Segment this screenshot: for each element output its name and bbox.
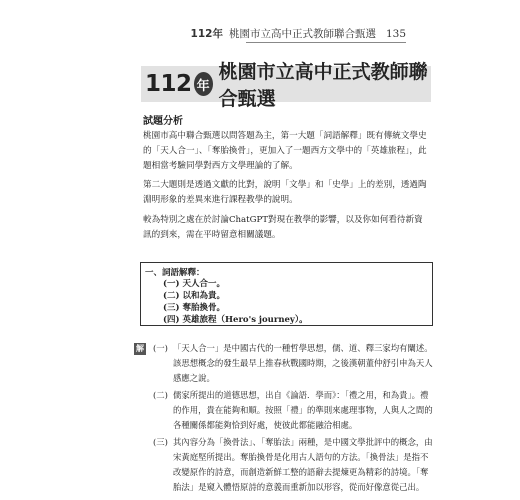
header-rule xyxy=(246,42,406,43)
chapter-year: 112 xyxy=(145,71,192,97)
answer-item-text: 其內容分為「換骨法」、「奪胎法」兩種，是中國文學批評中的概念，由宋黃庭堅所提出。奪胎換骨是化用古人語句的方法。「換骨法」是指不改變原作的詩意，而創造新鮮工整的語辭去提煉更為精彩的詩境。「奪胎法」是窺入體悟原詩的意義而重新加以形容，從而好像意從己出。 xyxy=(173,437,433,492)
year-badge: 年 xyxy=(194,72,213,96)
answer-badge: 解 xyxy=(136,344,144,353)
running-header xyxy=(190,26,406,41)
question-box xyxy=(140,262,433,326)
running-header-year: 112年 xyxy=(190,28,223,40)
answer-item xyxy=(153,435,433,497)
answer-item-label: (二) xyxy=(153,390,168,400)
question-item: (一) 天人合一。 xyxy=(163,279,226,289)
question-item: (四) 英雄旅程（Hero's journey）。 xyxy=(163,315,308,325)
answer-item-label: (一) xyxy=(153,343,168,353)
analysis-paragraph: 桃園市高中聯合甄選以問答題為主，第一大題「詞語解釋」既有傳統文學史的「天人合一」、「奪胎換骨」，更加入了一題西方文學中的「英雄旅程」，此題相當考驗同學對西方文學理論的了解。 xyxy=(143,131,427,171)
question-item: (二) 以和為貴。 xyxy=(163,291,226,301)
analysis-paragraph: 第二大題則是透過文獻的比對，說明「文學」和「史學」上的差別，透過陶淵明形象的差異來進行課程教學的說明。 xyxy=(143,180,427,205)
question-heading: 一、詞語解釋： xyxy=(145,268,205,278)
chapter-title: 桃園市立高中正式教師聯合甄選 xyxy=(218,61,428,110)
answer-item-text: 「天人合一」是中國古代的一種哲學思想，儒、道、釋三家均有闡述。該思想概念的發生最早上推春秋戰國時期，之後漢朝董仲舒引申為天人感應之說。 xyxy=(173,343,433,383)
answer-item-label: (三) xyxy=(153,437,168,447)
answer-item-text: 儒家所提出的道德思想，出自《論語．學而》：「禮之用，和為貴」。禮的作用，貴在能夠和順。按照「禮」的準則來處理事物，人與人之間的各種關係都能夠恰到好處，使彼此都能融洽相處。 xyxy=(173,390,433,430)
running-header-title: 桃園市立高中正式教師聯合甄選 xyxy=(228,28,376,40)
analysis-paragraph: 較為特別之處在於討論ChatGPT對現在教學的影響，以及你如何看待新資訊的到來，需在平時留意相關議題。 xyxy=(143,215,423,240)
question-item: (三) 奪胎換骨。 xyxy=(163,303,226,313)
analysis-heading: 試題分析 xyxy=(143,116,183,127)
page-number: 135 xyxy=(385,28,406,40)
chapter-title-block xyxy=(141,61,431,110)
answer-item xyxy=(153,341,433,386)
answer-item xyxy=(153,388,433,433)
